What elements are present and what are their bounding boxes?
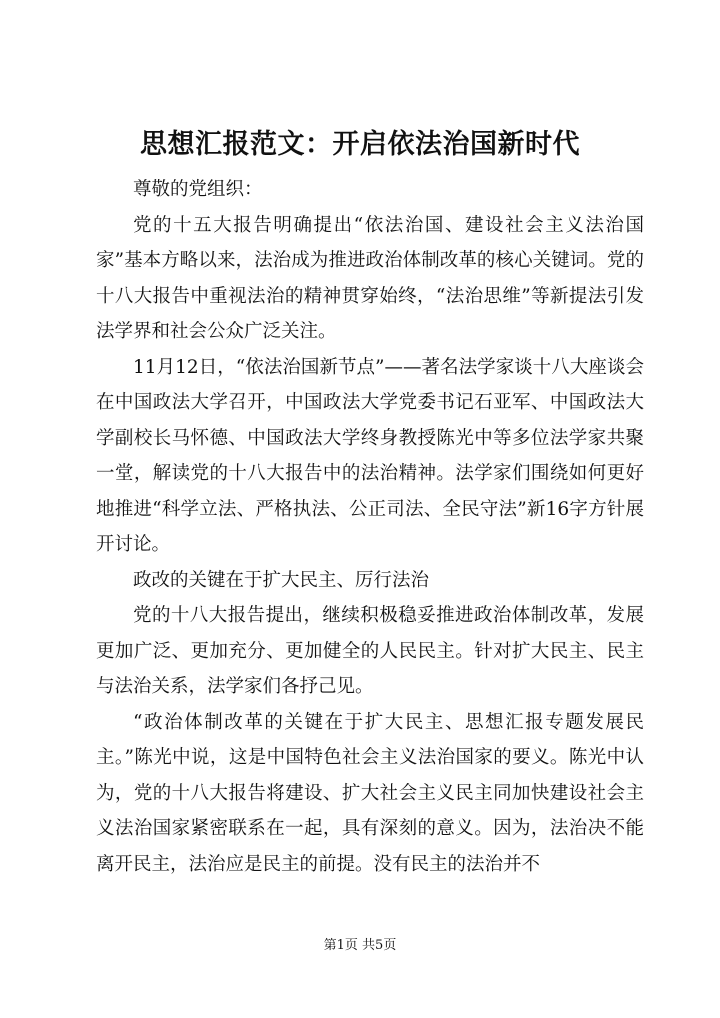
document-body xyxy=(96,172,644,882)
body-paragraph: “政治体制改革的关键在于扩大民主、思想汇报专题发展民主。”陈光中说，这是中国特色社会主义法治国家的要义。陈光中认为，党的十八大报告将建设、扩大社会主义民主同加快建设社会主义法治国家紧密联系在一起，具有深刻的意义。因为，法治决不能离开民主，法治应是民主的前提。没有民主的法治并不 xyxy=(96,711,644,875)
salutation: 尊敬的党组织： xyxy=(133,179,263,200)
body-paragraph: 11月12日，“依法治国新节点”——著名法学家谈十八大座谈会在中国政法大学召开，中国政法大学党委书记石亚军、中国政法大学副校长马怀德、中国政法大学终身教授陈光中等多位法学家共聚一堂，解读党的十八大报告中的法治精神。法学家们围绕如何更好地推进“科学立法、严格执法、公正司法、全民守法”新16字方针展开讨论。 xyxy=(96,356,644,555)
document-title: 思想汇报范文：开启依法治国新时代 xyxy=(140,129,580,160)
page-number-footer: 第1页 共5页 xyxy=(323,938,397,953)
body-paragraph: 党的十五大报告明确提出“依法治国、建设社会主义法治国家”基本方略以来，法治成为推进政治体制改革的核心关键词。党的十八大报告中重视法治的精神贯穿始终，“法治思维”等新提法引发法学界和社会公众广泛关注。 xyxy=(96,214,644,342)
section-heading: 政改的关键在于扩大民主、厉行法治 xyxy=(133,569,430,591)
body-paragraph: 党的十八大报告提出，继续积极稳妥推进政治体制改革，发展更加广泛、更加充分、更加健全的人民民主。针对扩大民主、民主与法治关系，法学家们各抒己见。 xyxy=(96,605,644,697)
